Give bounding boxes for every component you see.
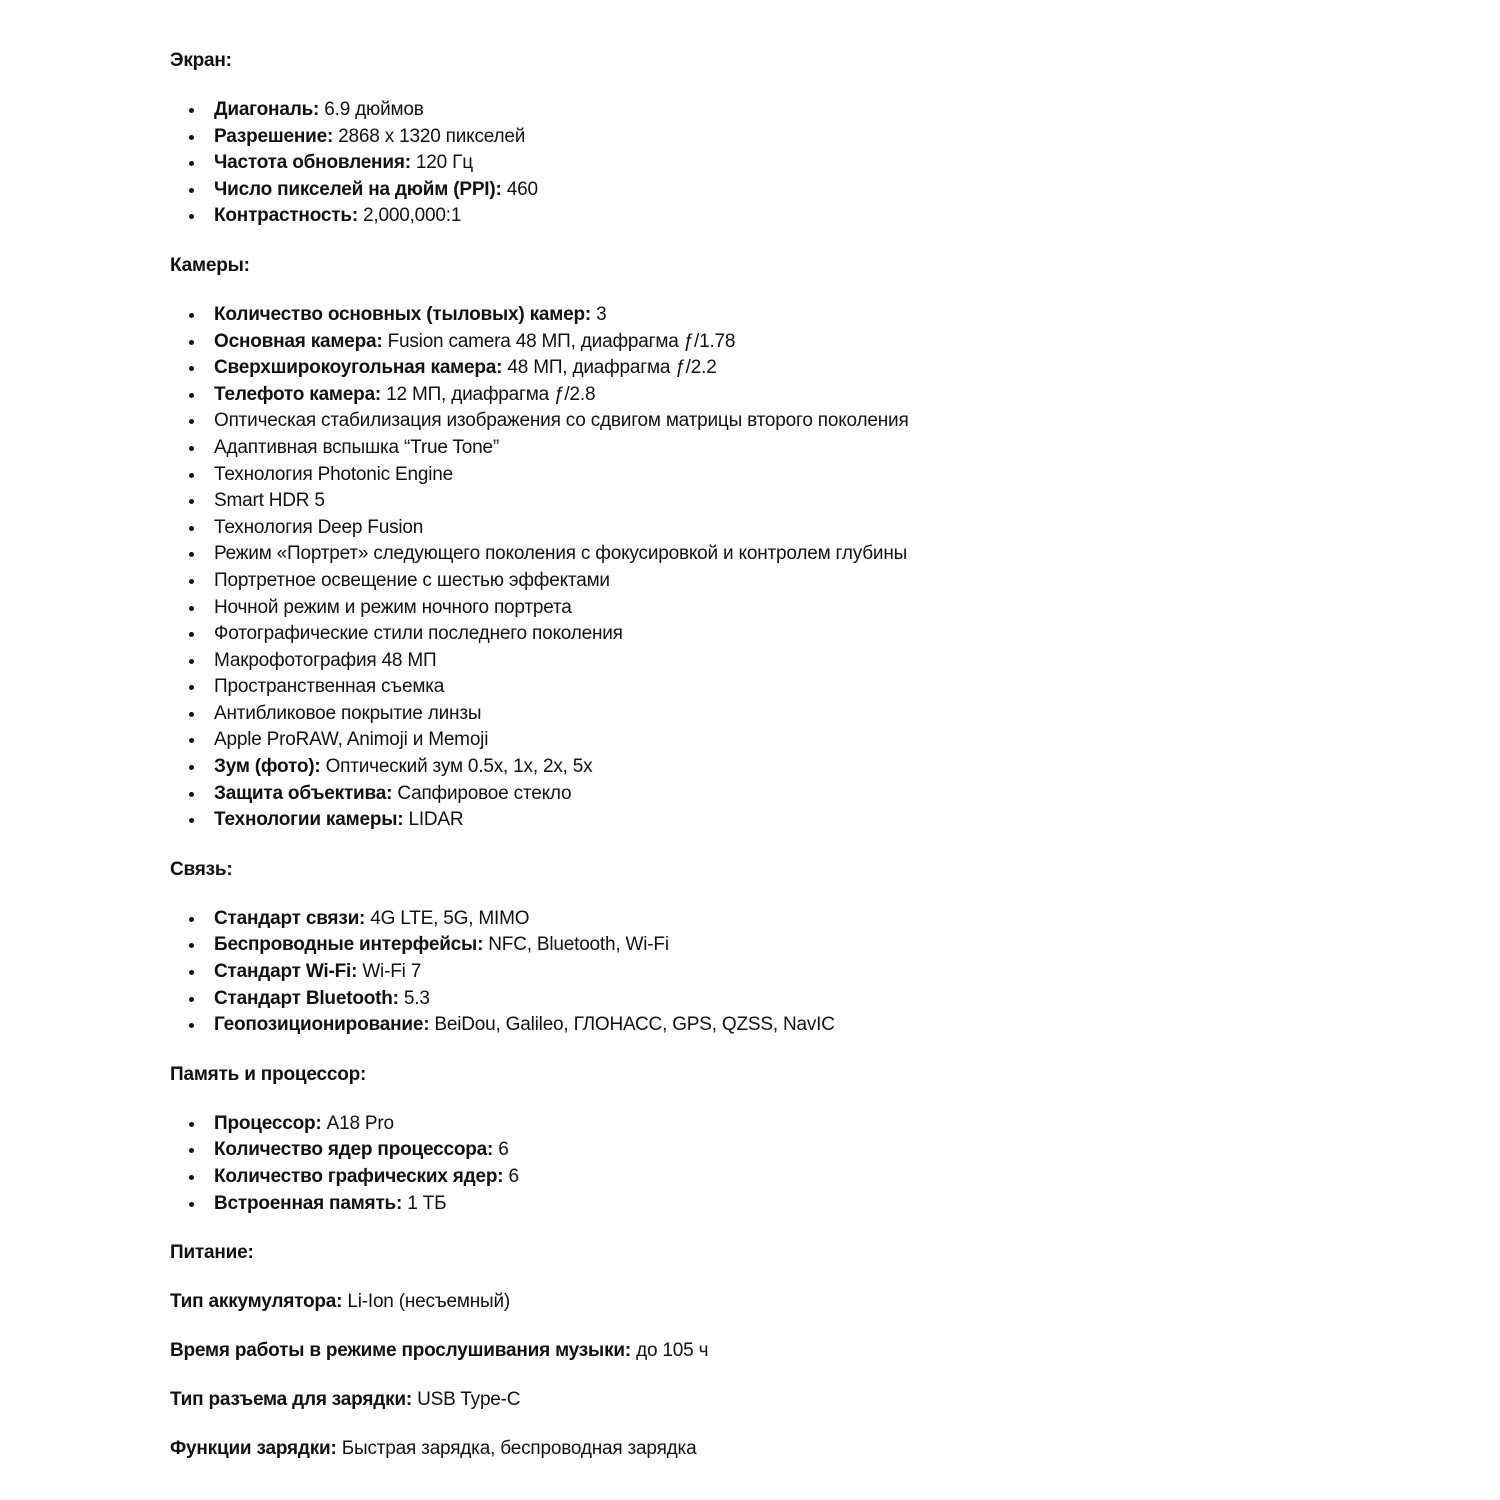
spec-label: Количество ядер процессора: bbox=[214, 1139, 494, 1161]
spec-value: USB Type-C bbox=[412, 1389, 521, 1411]
spec-value: Li-Ion (несъемный) bbox=[342, 1291, 511, 1313]
spec-value: Адаптивная вспышка “True Tone” bbox=[214, 436, 499, 458]
spec-item-cpu-cores bbox=[170, 1137, 1410, 1164]
spec-value: Портретное освещение с шестью эффектами bbox=[214, 569, 610, 591]
spec-label: Технологии камеры: bbox=[214, 809, 404, 831]
spec-label: Геопозиционирование: bbox=[214, 1014, 430, 1036]
spec-item-wifi bbox=[170, 959, 1410, 986]
spec-item-ultrawide-camera bbox=[170, 355, 1410, 382]
power-battery-type bbox=[170, 1289, 1410, 1315]
spec-value: 460 bbox=[501, 178, 538, 200]
spec-item-smart-hdr bbox=[170, 488, 1410, 515]
spec-value: Технология Deep Fusion bbox=[214, 516, 424, 538]
cameras-spec-list bbox=[170, 302, 1410, 834]
spec-label: Количество основных (тыловых) камер: bbox=[214, 303, 592, 325]
spec-label: Диагональ: bbox=[214, 99, 320, 120]
spec-value: 4G LTE, 5G, MIMO bbox=[365, 907, 530, 929]
spec-label: Стандарт Bluetooth: bbox=[214, 987, 399, 1009]
spec-value: Быстрая зарядка, беспроводная зарядка bbox=[336, 1438, 697, 1460]
section-title-cameras: Камеры: bbox=[170, 254, 250, 276]
spec-value: Apple ProRAW, Animoji и Memoji bbox=[214, 729, 489, 751]
spec-item-resolution bbox=[170, 124, 1410, 151]
spec-value: A18 Pro bbox=[321, 1112, 394, 1134]
spec-item-stabilization bbox=[170, 408, 1410, 435]
spec-label: Сверхширокоугольная камера: bbox=[214, 357, 503, 379]
spec-label: Количество графических ядер: bbox=[214, 1166, 504, 1187]
spec-item-zoom bbox=[170, 754, 1410, 781]
spec-item-refresh-rate bbox=[170, 150, 1410, 177]
spec-label: Тип разъема для зарядки: bbox=[170, 1389, 412, 1411]
screen-spec-list bbox=[170, 97, 1410, 230]
spec-item-storage bbox=[170, 1191, 1410, 1218]
spec-value: Smart HDR 5 bbox=[214, 490, 325, 512]
spec-item-night-mode bbox=[170, 595, 1410, 622]
spec-value: 2,000,000:1 bbox=[357, 205, 462, 227]
section-title-connectivity: Связь: bbox=[170, 858, 233, 880]
spec-value: Режим «Портрет» следующего поколения с фокусировкой и контролем глубины bbox=[214, 543, 908, 565]
spec-item-proraw bbox=[170, 727, 1410, 754]
spec-item-positioning bbox=[170, 1012, 1410, 1039]
spec-item-photo-styles bbox=[170, 621, 1410, 648]
spec-value: 1 ТБ bbox=[402, 1192, 447, 1214]
spec-value: до 105 ч bbox=[630, 1340, 709, 1362]
spec-item-portrait-lighting bbox=[170, 568, 1410, 595]
spec-value: Сапфировое стекло bbox=[392, 782, 572, 804]
spec-label: Защита объектива: bbox=[214, 782, 393, 804]
power-charging-port bbox=[170, 1387, 1410, 1413]
spec-label: Разрешение: bbox=[214, 125, 334, 147]
spec-label: Телефото камера: bbox=[214, 383, 382, 405]
section-title-memory: Память и процессор: bbox=[170, 1063, 367, 1085]
spec-value: Макрофотография 48 МП bbox=[214, 649, 437, 671]
spec-value: Пространственная съемка bbox=[214, 676, 445, 698]
spec-label: Тип аккумулятора: bbox=[170, 1291, 343, 1313]
spec-value: Оптическая стабилизация изображения со сдвигом матрицы второго поколения bbox=[214, 410, 909, 432]
spec-value: 5.3 bbox=[398, 987, 430, 1009]
section-title-power: Питание: bbox=[170, 1242, 254, 1264]
spec-value: LIDAR bbox=[403, 809, 464, 831]
spec-item-deep-fusion bbox=[170, 515, 1410, 542]
power-charging-features bbox=[170, 1436, 1410, 1462]
spec-document bbox=[170, 48, 1410, 1485]
spec-item-photonic-engine bbox=[170, 462, 1410, 489]
spec-item-camera-tech bbox=[170, 807, 1410, 834]
memory-spec-list bbox=[170, 1111, 1410, 1217]
spec-value: Технология Photonic Engine bbox=[214, 463, 453, 485]
power-music-playback bbox=[170, 1338, 1410, 1364]
spec-label: Беспроводные интерфейсы: bbox=[214, 934, 484, 956]
spec-value: 48 МП, диафрагма ƒ/2.2 bbox=[502, 357, 717, 379]
spec-value: Ночной режим и режим ночного портрета bbox=[214, 596, 572, 618]
spec-label: Функции зарядки: bbox=[170, 1438, 337, 1460]
spec-label: Основная камера: bbox=[214, 330, 383, 352]
spec-value: 6 bbox=[503, 1166, 519, 1187]
spec-label: Контрастность: bbox=[214, 205, 358, 227]
spec-label: Число пикселей на дюйм (PPI): bbox=[214, 178, 502, 200]
section-title-screen: Экран: bbox=[170, 50, 232, 71]
spec-label: Частота обновления: bbox=[214, 152, 411, 174]
spec-label: Встроенная память: bbox=[214, 1192, 403, 1214]
spec-item-diagonal bbox=[170, 97, 1410, 124]
spec-value: Фотографические стили последнего поколения bbox=[214, 623, 623, 645]
spec-item-network bbox=[170, 906, 1410, 933]
spec-label: Процессор: bbox=[214, 1112, 322, 1134]
spec-item-portrait-mode bbox=[170, 541, 1410, 568]
spec-value: 12 МП, диафрагма ƒ/2.8 bbox=[381, 383, 596, 405]
spec-item-anti-glare bbox=[170, 701, 1410, 728]
spec-item-ppi bbox=[170, 177, 1410, 204]
spec-value: Оптический зум 0.5x, 1x, 2x, 5x bbox=[320, 756, 593, 778]
spec-value: 2868 x 1320 пикселей bbox=[333, 125, 526, 147]
spec-item-camera-count bbox=[170, 302, 1410, 329]
spec-item-wireless bbox=[170, 932, 1410, 959]
spec-item-telephoto-camera bbox=[170, 382, 1410, 409]
spec-value: BeiDou, Galileo, ГЛОНАСС, GPS, QZSS, NavIC bbox=[429, 1014, 835, 1036]
spec-item-true-tone-flash bbox=[170, 435, 1410, 462]
spec-value: Антибликовое покрытие линзы bbox=[214, 702, 482, 724]
spec-label: Зум (фото): bbox=[214, 756, 321, 778]
spec-label: Стандарт связи: bbox=[214, 907, 366, 929]
spec-value: 3 bbox=[591, 303, 607, 325]
spec-item-spatial-capture bbox=[170, 674, 1410, 701]
spec-value: 120 Гц bbox=[410, 152, 473, 174]
spec-label: Стандарт Wi-Fi: bbox=[214, 961, 358, 983]
connectivity-spec-list bbox=[170, 906, 1410, 1039]
spec-item-main-camera bbox=[170, 329, 1410, 356]
spec-value: 6.9 дюймов bbox=[319, 99, 424, 120]
spec-item-gpu-cores bbox=[170, 1164, 1410, 1191]
spec-value: Wi-Fi 7 bbox=[357, 961, 422, 983]
spec-item-bluetooth bbox=[170, 986, 1410, 1013]
spec-value: Fusion camera 48 МП, диафрагма ƒ/1.78 bbox=[382, 330, 736, 352]
spec-item-lens-protection bbox=[170, 781, 1410, 808]
spec-item-processor bbox=[170, 1111, 1410, 1138]
spec-item-macro bbox=[170, 648, 1410, 675]
spec-item-contrast bbox=[170, 203, 1410, 230]
spec-label: Время работы в режиме прослушивания музыки: bbox=[170, 1340, 631, 1362]
spec-value: NFC, Bluetooth, Wi-Fi bbox=[483, 934, 669, 956]
spec-value: 6 bbox=[493, 1139, 509, 1161]
